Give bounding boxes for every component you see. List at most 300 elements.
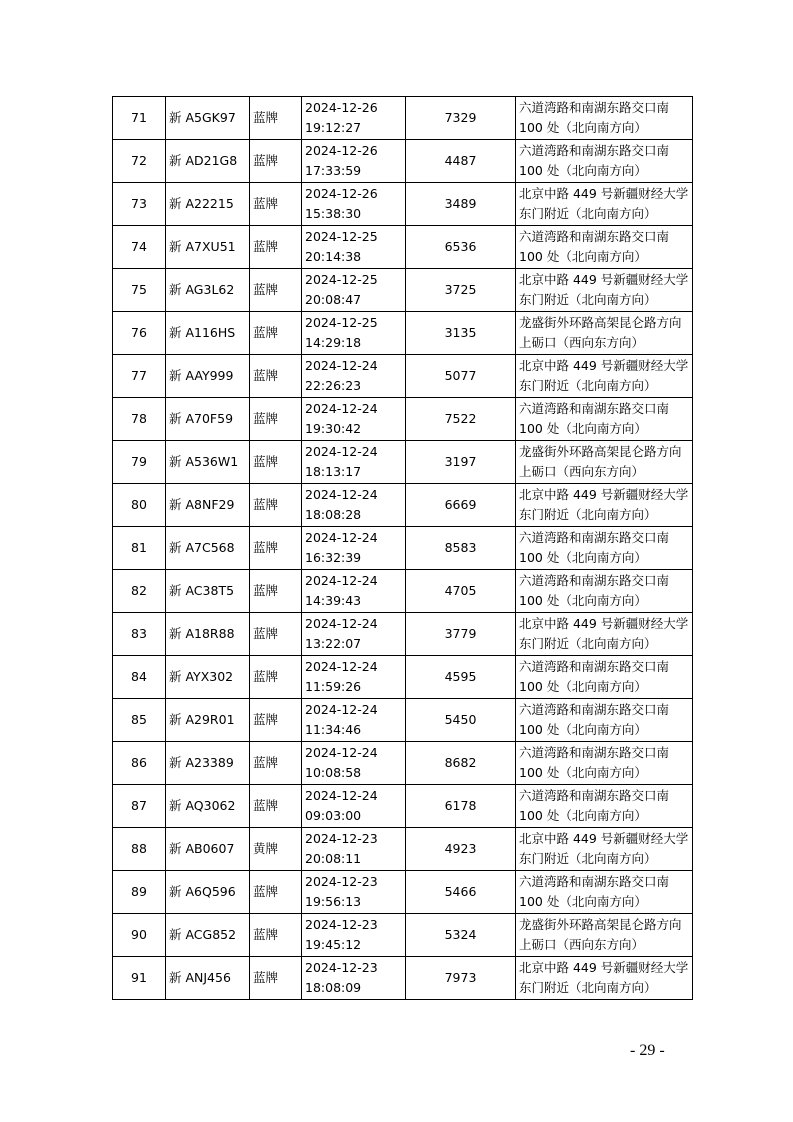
datetime-cell <box>302 656 406 699</box>
table-row <box>113 527 693 570</box>
row-number-cell-text: 83 <box>131 626 147 641</box>
datetime-cell-text: 2024-12-24 <box>305 401 378 416</box>
code-cell-text: 3197 <box>444 454 477 469</box>
plate-color-cell <box>250 484 302 527</box>
plate-number-cell <box>166 871 250 914</box>
row-number-cell-text: 81 <box>131 540 147 555</box>
row-number-cell <box>113 355 166 398</box>
datetime-cell-text: 20:08:11 <box>305 851 362 866</box>
datetime-cell-text: 14:39:43 <box>305 593 362 608</box>
code-cell-text: 4487 <box>444 153 477 168</box>
row-number-cell-text: 84 <box>131 669 147 684</box>
location-cell-text: 北京中路 449 号新疆财经大学 <box>519 616 689 631</box>
location-cell-text: 100 处（北向南方向） <box>519 249 647 264</box>
datetime-cell <box>302 441 406 484</box>
row-number-cell <box>113 226 166 269</box>
plate-color-cell <box>250 398 302 441</box>
table-row <box>113 97 693 140</box>
datetime-cell-text: 2024-12-24 <box>305 444 378 459</box>
location-cell-text: 上砺口（西向东方向） <box>519 937 645 952</box>
code-cell-text: 5324 <box>444 927 477 942</box>
plate-number-cell-text: 新 ACG852 <box>169 927 237 942</box>
datetime-cell <box>302 226 406 269</box>
datetime-cell-text: 19:56:13 <box>305 894 362 909</box>
plate-number-cell <box>166 570 250 613</box>
plate-color-cell <box>250 957 302 1000</box>
location-cell <box>516 312 693 355</box>
plate-color-cell <box>250 312 302 355</box>
code-cell-text: 8682 <box>444 755 477 770</box>
table-row <box>113 398 693 441</box>
plate-color-cell <box>250 656 302 699</box>
datetime-cell-text: 2024-12-24 <box>305 745 378 760</box>
table-row <box>113 183 693 226</box>
location-cell-text: 东门附近（北向南方向） <box>519 206 657 221</box>
plate-number-cell-text: 新 AB0607 <box>169 841 235 856</box>
table-row <box>113 570 693 613</box>
datetime-cell <box>302 355 406 398</box>
row-number-cell-text: 73 <box>131 196 147 211</box>
plate-color-cell-text: 蓝牌 <box>253 110 279 125</box>
plate-number-cell-text: 新 A22215 <box>169 196 234 211</box>
code-cell <box>406 355 516 398</box>
datetime-cell <box>302 957 406 1000</box>
datetime-cell-text: 19:45:12 <box>305 937 362 952</box>
code-cell-text: 6178 <box>444 798 477 813</box>
plate-number-cell-text: 新 A6Q596 <box>169 884 236 899</box>
plate-number-cell <box>166 355 250 398</box>
plate-number-cell <box>166 656 250 699</box>
location-cell <box>516 656 693 699</box>
row-number-cell <box>113 699 166 742</box>
table-row <box>113 871 693 914</box>
row-number-cell-text: 75 <box>131 282 147 297</box>
plate-number-cell <box>166 828 250 871</box>
plate-color-cell-text: 蓝牌 <box>253 798 279 813</box>
plate-color-cell-text: 蓝牌 <box>253 454 279 469</box>
plate-color-cell-text: 蓝牌 <box>253 927 279 942</box>
code-cell <box>406 398 516 441</box>
code-cell <box>406 828 516 871</box>
location-cell-text: 龙盛街外环路高架昆仑路方向 <box>519 444 682 459</box>
datetime-cell-text: 2024-12-23 <box>305 874 378 889</box>
plate-color-cell <box>250 613 302 656</box>
table-body <box>113 97 693 1000</box>
datetime-cell-text: 17:33:59 <box>305 163 362 178</box>
location-cell <box>516 441 693 484</box>
location-cell-text: 东门附近（北向南方向） <box>519 980 657 995</box>
location-cell-text: 北京中路 449 号新疆财经大学 <box>519 960 689 975</box>
plate-color-cell-text: 蓝牌 <box>253 583 279 598</box>
row-number-cell <box>113 97 166 140</box>
datetime-cell <box>302 871 406 914</box>
table-row <box>113 656 693 699</box>
location-cell <box>516 570 693 613</box>
datetime-cell-text: 2024-12-24 <box>305 487 378 502</box>
location-cell <box>516 269 693 312</box>
code-cell <box>406 613 516 656</box>
plate-number-cell <box>166 914 250 957</box>
plate-color-cell-text: 蓝牌 <box>253 239 279 254</box>
plate-color-cell <box>250 140 302 183</box>
plate-number-cell-text: 新 A7XU51 <box>169 239 236 254</box>
plate-number-cell <box>166 226 250 269</box>
code-cell <box>406 484 516 527</box>
row-number-cell <box>113 484 166 527</box>
datetime-cell <box>302 828 406 871</box>
location-cell <box>516 484 693 527</box>
location-cell-text: 东门附近（北向南方向） <box>519 507 657 522</box>
datetime-cell-text: 10:08:58 <box>305 765 362 780</box>
datetime-cell <box>302 484 406 527</box>
table-row <box>113 613 693 656</box>
plate-color-cell <box>250 871 302 914</box>
row-number-cell-text: 77 <box>131 368 147 383</box>
code-cell-text: 4595 <box>444 669 477 684</box>
row-number-cell-text: 86 <box>131 755 147 770</box>
row-number-cell <box>113 613 166 656</box>
code-cell-text: 8583 <box>444 540 477 555</box>
datetime-cell-text: 2024-12-25 <box>305 272 378 287</box>
row-number-cell-text: 90 <box>131 927 147 942</box>
location-cell-text: 北京中路 449 号新疆财经大学 <box>519 487 689 502</box>
location-cell-text: 100 处（北向南方向） <box>519 808 647 823</box>
plate-number-cell-text: 新 AAY999 <box>169 368 234 383</box>
table-row <box>113 355 693 398</box>
location-cell-text: 北京中路 449 号新疆财经大学 <box>519 272 689 287</box>
code-cell-text: 3779 <box>444 626 477 641</box>
plate-color-cell-text: 蓝牌 <box>253 884 279 899</box>
plate-color-cell <box>250 828 302 871</box>
plate-number-cell-text: 新 A116HS <box>169 325 236 340</box>
plate-number-cell-text: 新 A536W1 <box>169 454 239 469</box>
location-cell <box>516 742 693 785</box>
code-cell-text: 7973 <box>444 970 477 985</box>
plate-number-cell <box>166 398 250 441</box>
plate-color-cell <box>250 527 302 570</box>
table-row <box>113 699 693 742</box>
row-number-cell-text: 89 <box>131 884 147 899</box>
page-number: - 29 - <box>630 1042 665 1059</box>
row-number-cell-text: 79 <box>131 454 147 469</box>
table-row <box>113 441 693 484</box>
location-cell-text: 100 处（北向南方向） <box>519 550 647 565</box>
code-cell-text: 7329 <box>444 110 477 125</box>
plate-color-cell <box>250 699 302 742</box>
row-number-cell <box>113 312 166 355</box>
location-cell-text: 北京中路 449 号新疆财经大学 <box>519 186 689 201</box>
code-cell <box>406 441 516 484</box>
code-cell <box>406 914 516 957</box>
code-cell-text: 6536 <box>444 239 477 254</box>
datetime-cell-text: 2024-12-26 <box>305 100 378 115</box>
location-cell-text: 东门附近（北向南方向） <box>519 292 657 307</box>
code-cell-text: 3489 <box>444 196 477 211</box>
datetime-cell <box>302 570 406 613</box>
plate-color-cell-text: 蓝牌 <box>253 196 279 211</box>
table-row <box>113 269 693 312</box>
row-number-cell <box>113 183 166 226</box>
location-cell <box>516 871 693 914</box>
location-cell-text: 上砺口（西向东方向） <box>519 464 645 479</box>
datetime-cell <box>302 914 406 957</box>
row-number-cell <box>113 656 166 699</box>
datetime-cell-text: 2024-12-26 <box>305 186 378 201</box>
datetime-cell <box>302 398 406 441</box>
location-cell-text: 六道湾路和南湖东路交口南 <box>519 702 670 717</box>
datetime-cell-text: 2024-12-24 <box>305 573 378 588</box>
location-cell <box>516 97 693 140</box>
row-number-cell-text: 91 <box>131 970 147 985</box>
location-cell-text: 六道湾路和南湖东路交口南 <box>519 530 670 545</box>
plate-color-cell-text: 蓝牌 <box>253 540 279 555</box>
datetime-cell-text: 2024-12-25 <box>305 315 378 330</box>
plate-number-cell-text: 新 A29R01 <box>169 712 235 727</box>
code-cell <box>406 140 516 183</box>
row-number-cell <box>113 914 166 957</box>
datetime-cell-text: 2024-12-23 <box>305 960 378 975</box>
datetime-cell-text: 2024-12-26 <box>305 143 378 158</box>
table-row <box>113 914 693 957</box>
location-cell-text: 东门附近（北向南方向） <box>519 378 657 393</box>
datetime-cell-text: 11:59:26 <box>305 679 362 694</box>
location-cell <box>516 183 693 226</box>
plate-color-cell-text: 蓝牌 <box>253 669 279 684</box>
code-cell-text: 6669 <box>444 497 477 512</box>
code-cell <box>406 97 516 140</box>
datetime-cell-text: 2024-12-25 <box>305 229 378 244</box>
location-cell-text: 六道湾路和南湖东路交口南 <box>519 229 670 244</box>
plate-color-cell <box>250 570 302 613</box>
location-cell-text: 北京中路 449 号新疆财经大学 <box>519 831 689 846</box>
datetime-cell-text: 2024-12-24 <box>305 659 378 674</box>
code-cell-text: 5450 <box>444 712 477 727</box>
datetime-cell <box>302 527 406 570</box>
plate-number-cell-text: 新 AG3L62 <box>169 282 235 297</box>
plate-color-cell-text: 蓝牌 <box>253 626 279 641</box>
datetime-cell-text: 20:14:38 <box>305 249 362 264</box>
datetime-cell <box>302 140 406 183</box>
plate-color-cell <box>250 742 302 785</box>
location-cell-text: 六道湾路和南湖东路交口南 <box>519 788 670 803</box>
code-cell <box>406 570 516 613</box>
code-cell <box>406 269 516 312</box>
datetime-cell <box>302 742 406 785</box>
plate-color-cell-text: 蓝牌 <box>253 282 279 297</box>
location-cell <box>516 226 693 269</box>
code-cell-text: 3135 <box>444 325 477 340</box>
code-cell <box>406 226 516 269</box>
row-number-cell-text: 71 <box>131 110 147 125</box>
datetime-cell-text: 2024-12-23 <box>305 831 378 846</box>
row-number-cell-text: 88 <box>131 841 147 856</box>
row-number-cell <box>113 957 166 1000</box>
plate-color-cell <box>250 785 302 828</box>
row-number-cell <box>113 742 166 785</box>
location-cell <box>516 699 693 742</box>
row-number-cell <box>113 398 166 441</box>
plate-number-cell-text: 新 A5GK97 <box>169 110 236 125</box>
code-cell <box>406 527 516 570</box>
location-cell-text: 100 处（北向南方向） <box>519 894 647 909</box>
code-cell <box>406 742 516 785</box>
plate-color-cell-text: 蓝牌 <box>253 153 279 168</box>
row-number-cell <box>113 441 166 484</box>
code-cell <box>406 785 516 828</box>
plate-color-cell <box>250 355 302 398</box>
code-cell-text: 3725 <box>444 282 477 297</box>
plate-number-cell-text: 新 AD21G8 <box>169 153 238 168</box>
datetime-cell <box>302 183 406 226</box>
table-row <box>113 828 693 871</box>
location-cell-text: 100 处（北向南方向） <box>519 593 647 608</box>
location-cell-text: 100 处（北向南方向） <box>519 722 647 737</box>
table-row <box>113 140 693 183</box>
table-row <box>113 484 693 527</box>
row-number-cell-text: 78 <box>131 411 147 426</box>
plate-number-cell-text: 新 A8NF29 <box>169 497 235 512</box>
location-cell <box>516 527 693 570</box>
location-cell-text: 100 处（北向南方向） <box>519 163 647 178</box>
datetime-cell-text: 18:08:28 <box>305 507 362 522</box>
row-number-cell-text: 85 <box>131 712 147 727</box>
datetime-cell-text: 20:08:47 <box>305 292 362 307</box>
plate-color-cell-text: 黄牌 <box>253 841 279 856</box>
plate-number-cell-text: 新 ANJ456 <box>169 970 231 985</box>
code-cell-text: 4923 <box>444 841 477 856</box>
violation-table <box>112 96 693 1000</box>
plate-color-cell <box>250 183 302 226</box>
plate-number-cell-text: 新 AQ3062 <box>169 798 236 813</box>
datetime-cell-text: 2024-12-24 <box>305 358 378 373</box>
row-number-cell <box>113 871 166 914</box>
location-cell-text: 六道湾路和南湖东路交口南 <box>519 874 670 889</box>
plate-number-cell <box>166 527 250 570</box>
row-number-cell-text: 87 <box>131 798 147 813</box>
location-cell-text: 六道湾路和南湖东路交口南 <box>519 100 670 115</box>
datetime-cell-text: 16:32:39 <box>305 550 362 565</box>
datetime-cell-text: 13:22:07 <box>305 636 362 651</box>
location-cell <box>516 398 693 441</box>
location-cell-text: 六道湾路和南湖东路交口南 <box>519 401 670 416</box>
row-number-cell <box>113 140 166 183</box>
location-cell-text: 六道湾路和南湖东路交口南 <box>519 659 670 674</box>
row-number-cell <box>113 785 166 828</box>
plate-number-cell <box>166 785 250 828</box>
plate-color-cell-text: 蓝牌 <box>253 325 279 340</box>
datetime-cell-text: 18:13:17 <box>305 464 362 479</box>
row-number-cell-text: 82 <box>131 583 147 598</box>
plate-number-cell-text: 新 AC38T5 <box>169 583 235 598</box>
location-cell-text: 龙盛街外环路高架昆仑路方向 <box>519 917 682 932</box>
code-cell-text: 5077 <box>444 368 477 383</box>
datetime-cell-text: 2024-12-23 <box>305 917 378 932</box>
location-cell-text: 六道湾路和南湖东路交口南 <box>519 573 670 588</box>
code-cell <box>406 957 516 1000</box>
location-cell <box>516 828 693 871</box>
plate-color-cell <box>250 441 302 484</box>
plate-color-cell-text: 蓝牌 <box>253 411 279 426</box>
row-number-cell <box>113 269 166 312</box>
plate-color-cell <box>250 914 302 957</box>
code-cell-text: 4705 <box>444 583 477 598</box>
plate-number-cell-text: 新 A7C568 <box>169 540 235 555</box>
location-cell-text: 东门附近（北向南方向） <box>519 636 657 651</box>
location-cell-text: 100 处（北向南方向） <box>519 679 647 694</box>
code-cell-text: 7522 <box>444 411 477 426</box>
code-cell <box>406 183 516 226</box>
datetime-cell-text: 2024-12-24 <box>305 616 378 631</box>
code-cell <box>406 312 516 355</box>
location-cell-text: 东门附近（北向南方向） <box>519 851 657 866</box>
plate-color-cell <box>250 97 302 140</box>
location-cell <box>516 914 693 957</box>
datetime-cell-text: 22:26:23 <box>305 378 362 393</box>
datetime-cell <box>302 613 406 656</box>
row-number-cell-text: 80 <box>131 497 147 512</box>
plate-color-cell-text: 蓝牌 <box>253 712 279 727</box>
code-cell <box>406 656 516 699</box>
plate-number-cell <box>166 140 250 183</box>
plate-number-cell-text: 新 A18R88 <box>169 626 235 641</box>
plate-number-cell <box>166 183 250 226</box>
location-cell <box>516 355 693 398</box>
plate-color-cell <box>250 269 302 312</box>
datetime-cell <box>302 97 406 140</box>
location-cell-text: 100 处（北向南方向） <box>519 421 647 436</box>
plate-number-cell <box>166 441 250 484</box>
location-cell-text: 六道湾路和南湖东路交口南 <box>519 143 670 158</box>
location-cell-text: 六道湾路和南湖东路交口南 <box>519 745 670 760</box>
datetime-cell-text: 09:03:00 <box>305 808 362 823</box>
plate-number-cell <box>166 613 250 656</box>
plate-number-cell <box>166 97 250 140</box>
datetime-cell-text: 14:29:18 <box>305 335 362 350</box>
location-cell-text: 北京中路 449 号新疆财经大学 <box>519 358 689 373</box>
row-number-cell-text: 74 <box>131 239 147 254</box>
datetime-cell-text: 2024-12-24 <box>305 702 378 717</box>
plate-number-cell <box>166 957 250 1000</box>
plate-number-cell-text: 新 A70F59 <box>169 411 234 426</box>
datetime-cell <box>302 269 406 312</box>
datetime-cell-text: 2024-12-24 <box>305 530 378 545</box>
row-number-cell <box>113 828 166 871</box>
code-cell <box>406 871 516 914</box>
datetime-cell-text: 11:34:46 <box>305 722 362 737</box>
datetime-cell-text: 15:38:30 <box>305 206 362 221</box>
plate-color-cell-text: 蓝牌 <box>253 970 279 985</box>
row-number-cell-text: 76 <box>131 325 147 340</box>
location-cell <box>516 957 693 1000</box>
plate-number-cell <box>166 699 250 742</box>
plate-number-cell-text: 新 A23389 <box>169 755 234 770</box>
location-cell-text: 100 处（北向南方向） <box>519 765 647 780</box>
datetime-cell-text: 19:30:42 <box>305 421 362 436</box>
plate-number-cell <box>166 269 250 312</box>
datetime-cell <box>302 312 406 355</box>
plate-color-cell-text: 蓝牌 <box>253 497 279 512</box>
plate-color-cell-text: 蓝牌 <box>253 368 279 383</box>
code-cell-text: 5466 <box>444 884 477 899</box>
table-row <box>113 957 693 1000</box>
datetime-cell-text: 2024-12-24 <box>305 788 378 803</box>
plate-color-cell <box>250 226 302 269</box>
row-number-cell-text: 72 <box>131 153 147 168</box>
code-cell <box>406 699 516 742</box>
location-cell-text: 龙盛街外环路高架昆仑路方向 <box>519 315 682 330</box>
plate-number-cell <box>166 312 250 355</box>
row-number-cell <box>113 527 166 570</box>
